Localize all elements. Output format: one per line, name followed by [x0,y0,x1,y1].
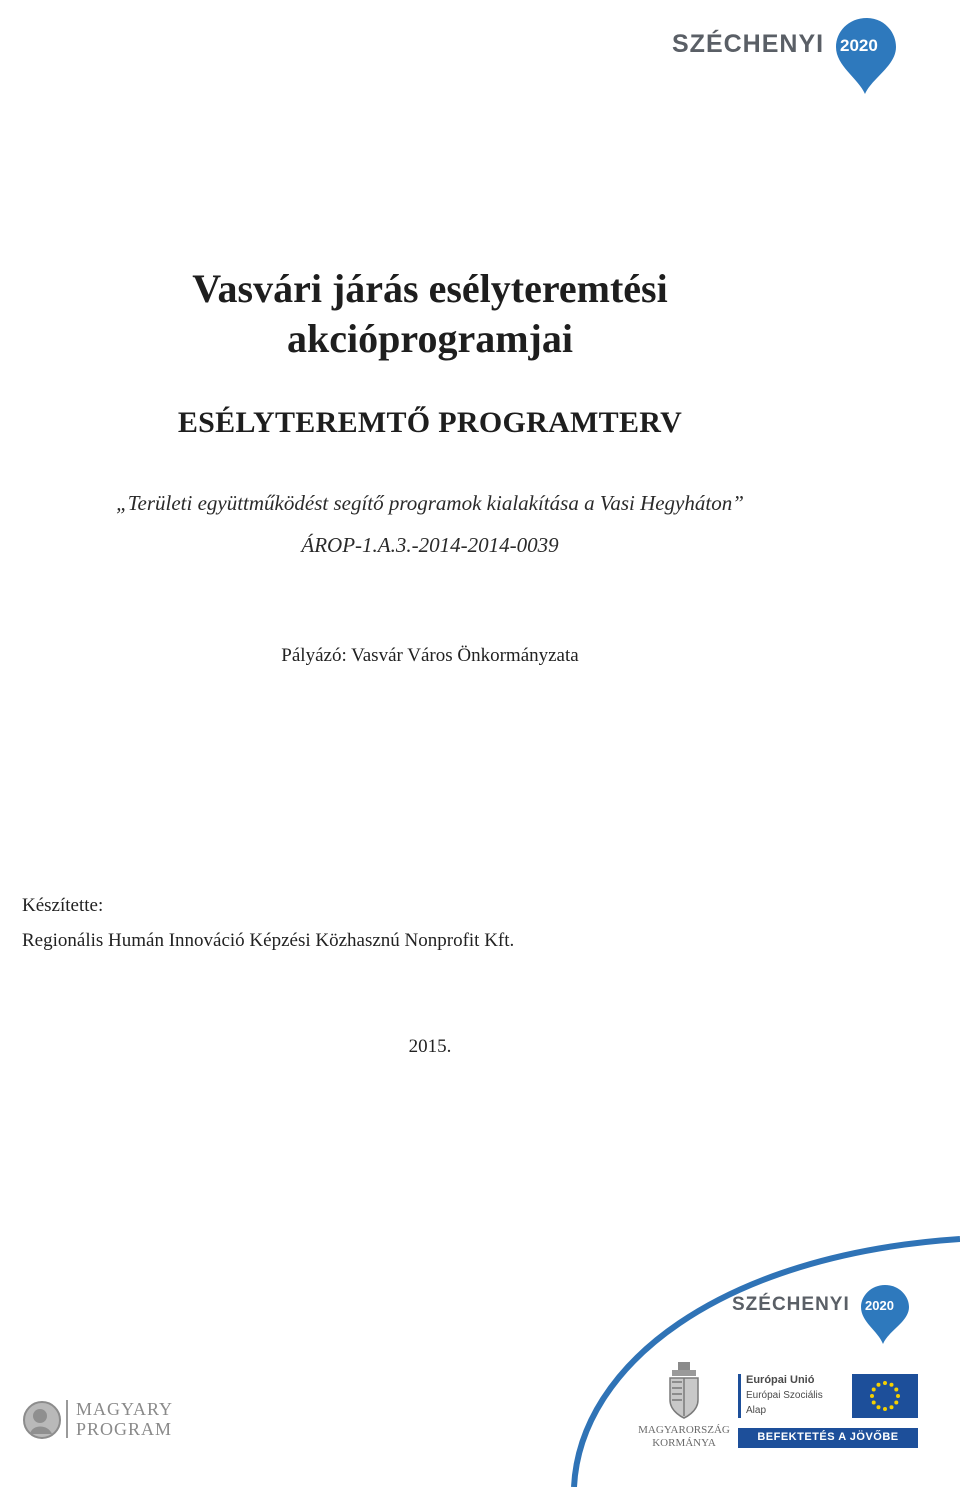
magyary-program-logo [22,1398,182,1442]
footer-logo-text: SZÉCHENYI [732,1294,850,1315]
eu-banner [738,1428,918,1448]
prepared-by-label: Készítette: [22,895,104,916]
project-name: „Területi együttműködést segítő programok kialakítása a Vasi Hegyháton” [116,491,744,515]
eu-line2: Európai Szociális [746,1390,823,1401]
eu-social-fund-logo [738,1372,920,1452]
eu-accent-bar [738,1374,741,1418]
logo-divider [66,1400,68,1438]
document-title-line1: Vasvári járás esélyteremtési [192,266,668,311]
location-pin-icon [832,14,902,98]
eu-line3: Alap [746,1405,767,1416]
magyary-line2: PROGRAM [76,1419,173,1439]
document-title-line2: akcióprogramjai [287,316,573,361]
gov-line1: MAGYARORSZÁG [638,1424,730,1436]
footer-logo-year: 2020 [865,1298,894,1313]
hungarian-government-logo [636,1362,732,1452]
document-subtitle: ESÉLYTEREMTŐ PROGRAMTERV [177,406,683,439]
eu-line1: Európai Unió [746,1374,815,1386]
eu-banner-text: BEFEKTETÉS A JÖVŐBE [757,1431,899,1443]
gov-line2: KORMÁNYA [652,1437,716,1449]
applicant: Pályázó: Vasvár Város Önkormányzata [281,645,579,666]
coat-of-arms-icon [666,1362,702,1422]
document-year: 2015. [408,1036,452,1057]
logo-text: SZÉCHENYI [672,30,825,58]
szechenyi-2020-logo [672,14,902,98]
prepared-by: Regionális Humán Innováció Képzési Közhasznú Nonprofit Kft. [22,930,515,951]
portrait-medallion-icon [22,1400,62,1440]
project-code: ÁROP-1.A.3.-2014-2014-0039 [301,533,559,557]
footer-szechenyi-logo [732,1282,912,1346]
logo-year: 2020 [840,36,878,55]
footer-location-pin-icon [858,1282,912,1346]
magyary-line1: MAGYARY [76,1399,174,1419]
eu-flag-icon [852,1374,918,1418]
